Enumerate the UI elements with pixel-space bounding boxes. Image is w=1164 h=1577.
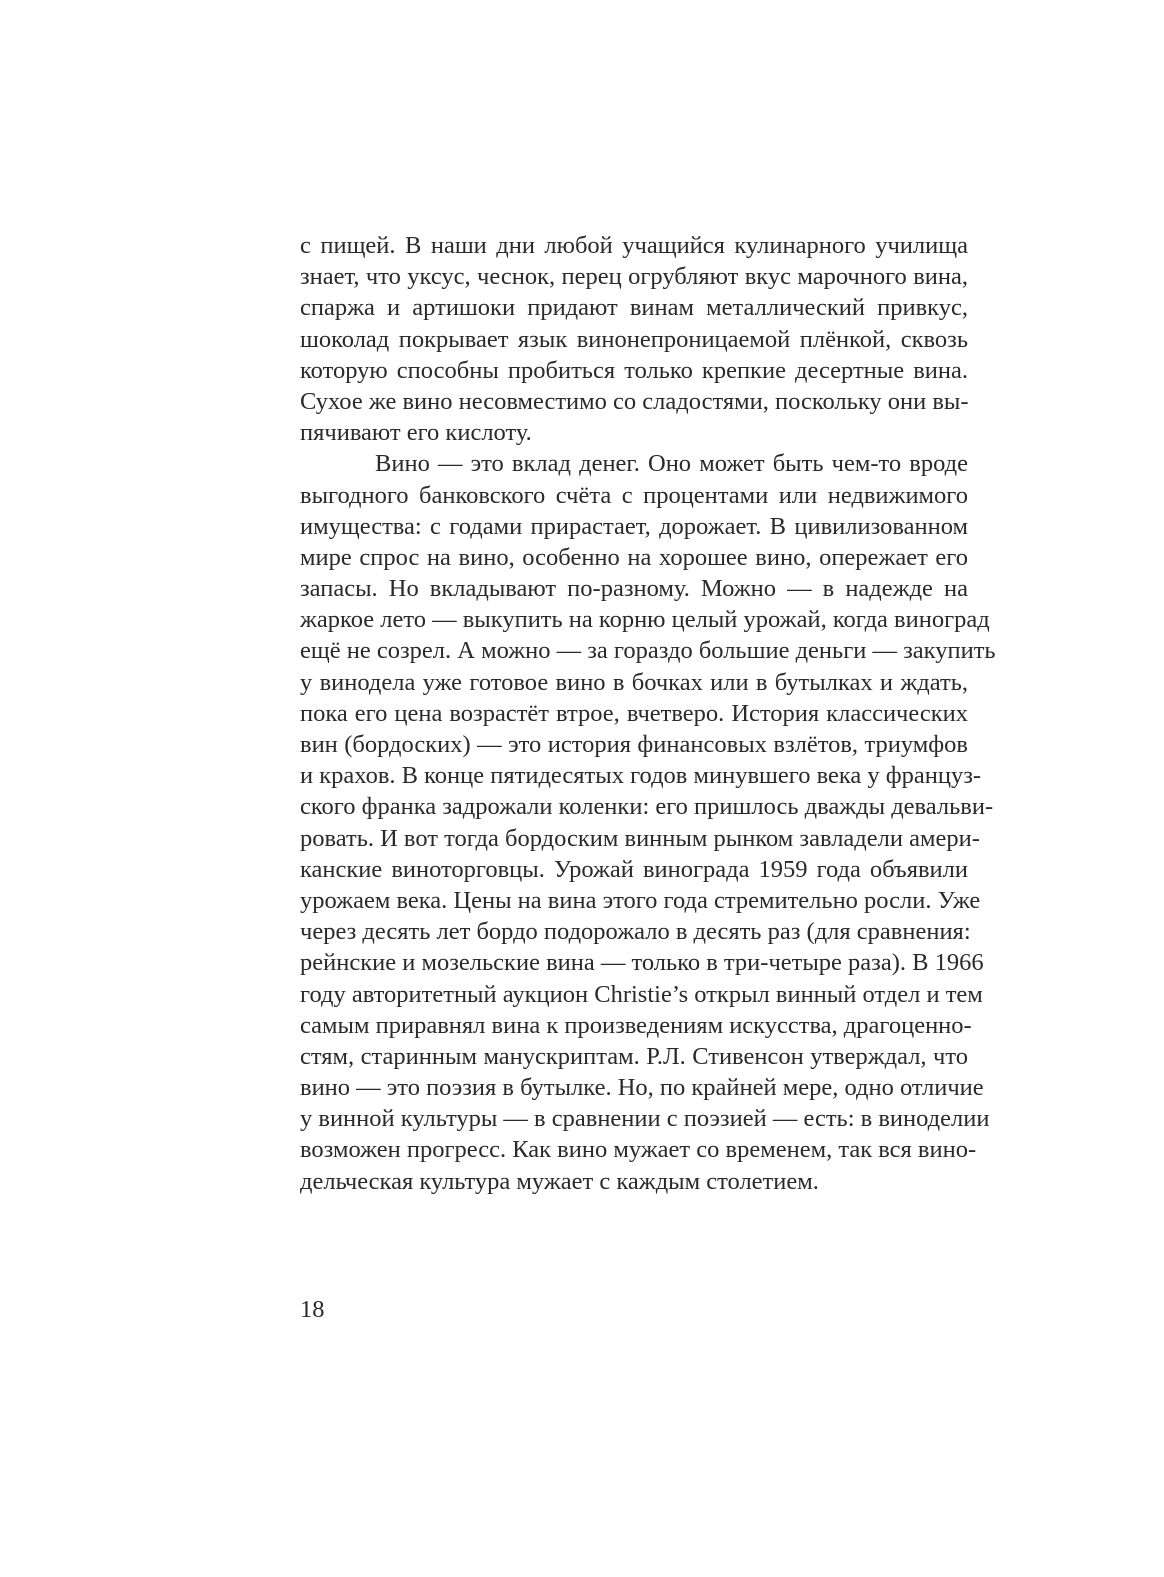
text-line: Сухое же вино несовместимо со сладостями, поскольку они вы- [300,387,969,415]
paragraph [300,230,968,448]
text-line: вино — это поэзия в бутылке. Но, по крайней мере, одно отличие [300,1074,984,1102]
text-line: запасы. Но вкладывают по-разному. Можно — в надежде на [300,575,968,603]
page-number: 18 [300,1296,325,1323]
text-line: самым приравнял вина к произведениям искусства, драгоценно- [300,1011,972,1039]
text-line: возможен прогресс. Как вино мужает со временем, так вся вино- [300,1136,977,1164]
text-line: у винодела уже готовое вино в бочках или в бутылках и ждать, [300,668,968,696]
text-line: выгодного банковского счёта с процентами или недвижимого [300,481,968,509]
text-line: знает, что уксус, чеснок, перец огрубляют вкус марочного вина, [300,263,968,291]
text-line: пячивают его кислоту. [300,419,532,447]
text-line: и крахов. В конце пятидесятых годов минувшего века у француз- [300,762,982,790]
text-line: Вино — это вклад денег. Оно может быть чем-то вроде [375,450,968,478]
text-line: с пищей. В наши дни любой учащийся кулинарного училища [300,232,968,259]
text-line: стям, старинным манускриптам. Р.Л. Стивенсон утверждал, что [300,1042,968,1070]
text-line: имущества: с годами прирастает, дорожает. В цивилизованном [300,512,968,540]
text-line: мире спрос на вино, особенно на хорошее вино, опережает его [300,543,968,571]
text-line: через десять лет бордо подорожало в десять раз (для сравнения: [300,918,971,946]
text-line: пока его цена возрастёт втрое, вчетверо. История классических [300,699,968,727]
text-line: шоколад покрывает язык винонепроницаемой плёнкой, сквозь [300,325,968,353]
text-line: рейнские и мозельские вина — только в три-четыре раза). В 1966 [300,949,984,977]
text-line: вин (бордоских) — это история финансовых взлётов, триумфов [300,731,968,758]
text-line: ровать. И вот тогда бордоским винным рынком завладели амери- [300,824,980,852]
text-line: которую способны пробиться только крепкие десертные вина. [300,356,968,384]
paragraph [300,448,996,1197]
text-line: ещё не созрел. А можно — за гораздо большие деньги — закупить [300,637,996,665]
text-line: у винной культуры — в сравнении с поэзией — есть: в виноделии [300,1105,990,1133]
text-line: жаркое лето — выкупить на корню целый урожай, когда виноград [300,606,990,634]
body-text [300,230,996,1197]
text-line: спаржа и артишоки придают винам металлический привкус, [300,294,968,322]
text-line: канские виноторговцы. Урожай винограда 1959 года объявили [300,855,968,883]
text-line: году авторитетный аукцион Christie’s открыл винный отдел и тем [300,980,983,1008]
text-line: ского франка задрожали коленки: его пришлось дважды девальви- [300,793,994,821]
text-line: урожаем века. Цены на вина этого года стремительно росли. Уже [300,886,981,914]
text-line: дельческая культура мужает с каждым столетием. [300,1167,819,1195]
